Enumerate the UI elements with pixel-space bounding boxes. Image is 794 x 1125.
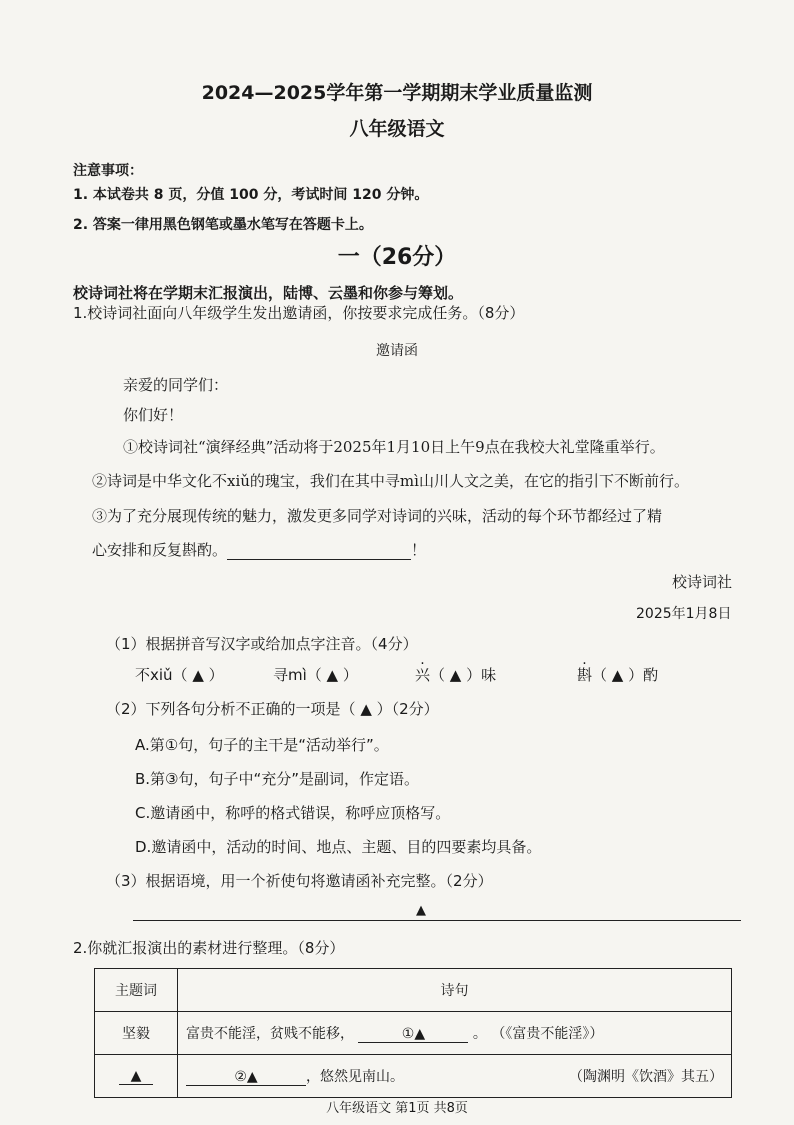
letter-fill-blank[interactable] <box>227 541 411 560</box>
q1-sub2-option-d[interactable]: D.邀请函中，活动的时间、地点、主题、目的四要素均具备。 <box>135 838 542 856</box>
q1-sub1-item-a[interactable]: 不xiǔ（ ▲ ） <box>135 666 224 684</box>
q1-sub1-stem: （1）根据拼音写汉字或给加点字注音。（4分） <box>106 635 418 653</box>
q1-sub1-item-d[interactable] <box>577 664 658 685</box>
letter-signature: 校诗词社 <box>672 573 733 591</box>
letter-date: 2025年1月8日 <box>636 606 732 622</box>
notice-heading: 注意事项： <box>73 163 143 179</box>
q1-sub2-stem: （2）下列各句分析不正确的一项是（ ▲ ）（2分） <box>106 700 439 718</box>
row2-source: （陶渊明《饮酒》其五） <box>569 1069 723 1085</box>
header-theme: 主题词 <box>95 969 178 1012</box>
row2-verse <box>178 1055 732 1098</box>
row2-theme[interactable] <box>95 1055 178 1098</box>
section-intro: 校诗词社将在学期末汇报演出，陆博、云墨和你参与筹划。 <box>73 284 464 302</box>
material-table <box>94 968 732 1098</box>
answer-triangle-icon: ▲ <box>416 903 426 918</box>
letter-paragraph-3a: ③为了充分展现传统的魅力，激发更多同学对诗词的兴味，活动的每个环节都经过了精 <box>92 507 663 525</box>
row1-verse <box>178 1012 732 1055</box>
notice-item-1: 1. 本试卷共 8 页，分值 100 分，考试时间 120 分钟。 <box>73 187 429 203</box>
letter-paragraph-2: ②诗词是中华文化不xiǔ的瑰宝，我们在其中寻mì山川人文之美，在它的指引下不断前行。 <box>92 472 689 490</box>
letter-paragraph-3b <box>92 539 426 560</box>
q1-stem: 1.校诗词社面向八年级学生发出邀请函，你按要求完成任务。（8分） <box>73 304 525 322</box>
letter-greeting: 你们好！ <box>123 406 184 424</box>
table-row <box>95 1055 732 1098</box>
q1-sub1-item-c[interactable] <box>415 664 496 685</box>
letter-salutation: 亲爱的同学们： <box>123 376 229 394</box>
exam-subtitle: 八年级语文 <box>349 118 445 140</box>
q1-sub3-stem: （3）根据语境，用一个祈使句将邀请函补充完整。（2分） <box>106 872 493 890</box>
table-header-row <box>95 969 732 1012</box>
row1-source: 。 （《富贵不能淫》） <box>472 1026 604 1042</box>
q1-sub2-option-c[interactable]: C.邀请函中，称呼的格式错误，称呼应顶格写。 <box>135 804 451 822</box>
q1-sub1-item-b[interactable]: 寻mì（ ▲ ） <box>273 666 358 684</box>
q1-sub1-item-c-rest: （ ▲ ）味 <box>430 666 497 684</box>
notice-item-2: 2. 答案一律用黑色钢笔或墨水笔写在答题卡上。 <box>73 217 373 233</box>
page-footer: 八年级语文 第1页 共8页 <box>326 1101 468 1116</box>
section-title: 一（26分） <box>337 245 457 270</box>
exam-title: 2024—2025学年第一学期期末学业质量监测 <box>201 82 593 104</box>
q1-sub1-item-d-rest: （ ▲ ）酌 <box>592 666 659 684</box>
row1-text: 富贵不能淫，贫贱不能移， <box>186 1026 354 1042</box>
header-verse: 诗句 <box>178 969 732 1012</box>
row2-blank[interactable]: ②▲ <box>186 1069 306 1086</box>
q2-stem: 2.你就汇报演出的素材进行整理。（8分） <box>73 939 345 957</box>
q1-sub3-answer-line[interactable] <box>133 920 741 921</box>
dotted-char-zhen: 斟 <box>577 666 593 684</box>
row2-theme-blank: ▲ <box>119 1068 153 1085</box>
q1-sub2-option-b[interactable]: B.第③句，句子中“充分”是副词，作定语。 <box>135 770 420 788</box>
q1-sub2-option-a[interactable]: A.第①句，句子的主干是“活动举行”。 <box>135 736 389 754</box>
table-row <box>95 1012 732 1055</box>
row2-text: ，悠然见南山。 <box>306 1069 404 1085</box>
dotted-char-xing: 兴 <box>415 666 431 684</box>
letter-paragraph-3b-text: 心安排和反复斟酌。 <box>92 541 228 559</box>
letter-title: 邀请函 <box>376 343 418 359</box>
letter-paragraph-3b-end: ！ <box>411 541 427 559</box>
row1-blank[interactable]: ①▲ <box>358 1026 468 1043</box>
letter-paragraph-1: ①校诗词社“演绎经典”活动将于2025年1月10日上午9点在我校大礼堂隆重举行。 <box>123 438 665 456</box>
row1-theme: 坚毅 <box>95 1012 178 1055</box>
